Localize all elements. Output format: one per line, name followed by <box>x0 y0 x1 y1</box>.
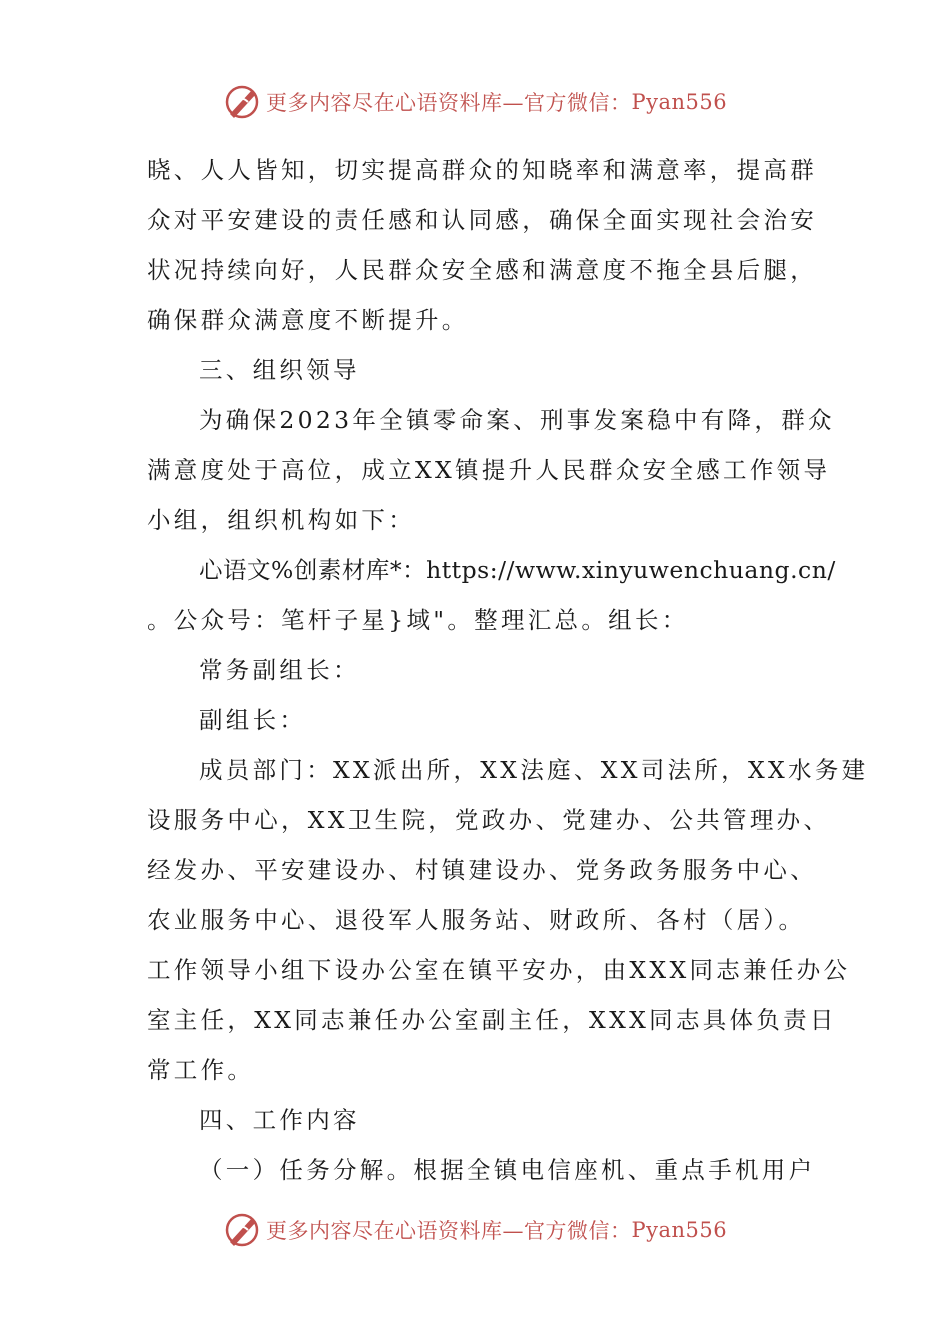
body-line: 确保群众满意度不断提升。 <box>147 306 469 334</box>
body-line: 常务副组长： <box>199 656 360 684</box>
body-line: 小组，组织机构如下： <box>147 506 415 534</box>
body-line: （一）任务分解。根据全镇电信座机、重点手机用户 <box>199 1156 816 1184</box>
header-wechat-id: Pyan556 <box>631 90 728 114</box>
body-line: 满意度处于高位，成立XX镇提升人民群众安全感工作领导 <box>147 456 831 484</box>
body-line: 晓、人人皆知，切实提高群众的知晓率和满意率，提高群 <box>147 156 817 184</box>
pen-logo-icon <box>222 1210 262 1250</box>
header-banner <box>222 80 742 124</box>
body-line: 心语文%创素材库*：https://www.xinyuwenchuang.cn/ <box>199 556 836 584</box>
footer-wechat-id: Pyan556 <box>631 1218 728 1242</box>
footer-banner <box>222 1208 742 1252</box>
document-body <box>147 145 869 1195</box>
body-line: 工作领导小组下设办公室在镇平安办，由XXX同志兼任办公 <box>147 956 851 984</box>
pen-logo-icon <box>222 82 262 122</box>
section-heading: 四、工作内容 <box>199 1106 360 1134</box>
body-line: 。公众号：笔杆子星}域"。整理汇总。组长： <box>147 606 689 634</box>
body-line: 众对平安建设的责任感和认同感，确保全面实现社会治安 <box>147 206 817 234</box>
body-line: 成员部门：XX派出所，XX法庭、XX司法所，XX水务建 <box>199 756 869 784</box>
body-line: 常工作。 <box>147 1056 255 1084</box>
body-line: 状况持续向好，人民群众安全感和满意度不拖全县后腿， <box>147 256 817 284</box>
body-line: 副组长： <box>199 706 307 734</box>
footer-banner-text: 更多内容尽在心语资料库—官方微信： <box>266 1219 632 1243</box>
section-heading: 三、组织领导 <box>199 356 360 384</box>
body-line: 为确保2023年全镇零命案、刑事发案稳中有降，群众 <box>199 406 835 434</box>
header-banner-text: 更多内容尽在心语资料库—官方微信： <box>266 91 632 115</box>
body-line: 农业服务中心、退役军人服务站、财政所、各村（居）。 <box>147 906 806 934</box>
body-line: 设服务中心，XX卫生院，党政办、党建办、公共管理办、 <box>147 806 831 834</box>
body-line: 经发办、平安建设办、村镇建设办、党务政务服务中心、 <box>147 856 817 884</box>
body-line: 室主任，XX同志兼任办公室副主任，XXX同志具体负责日 <box>147 1006 837 1034</box>
